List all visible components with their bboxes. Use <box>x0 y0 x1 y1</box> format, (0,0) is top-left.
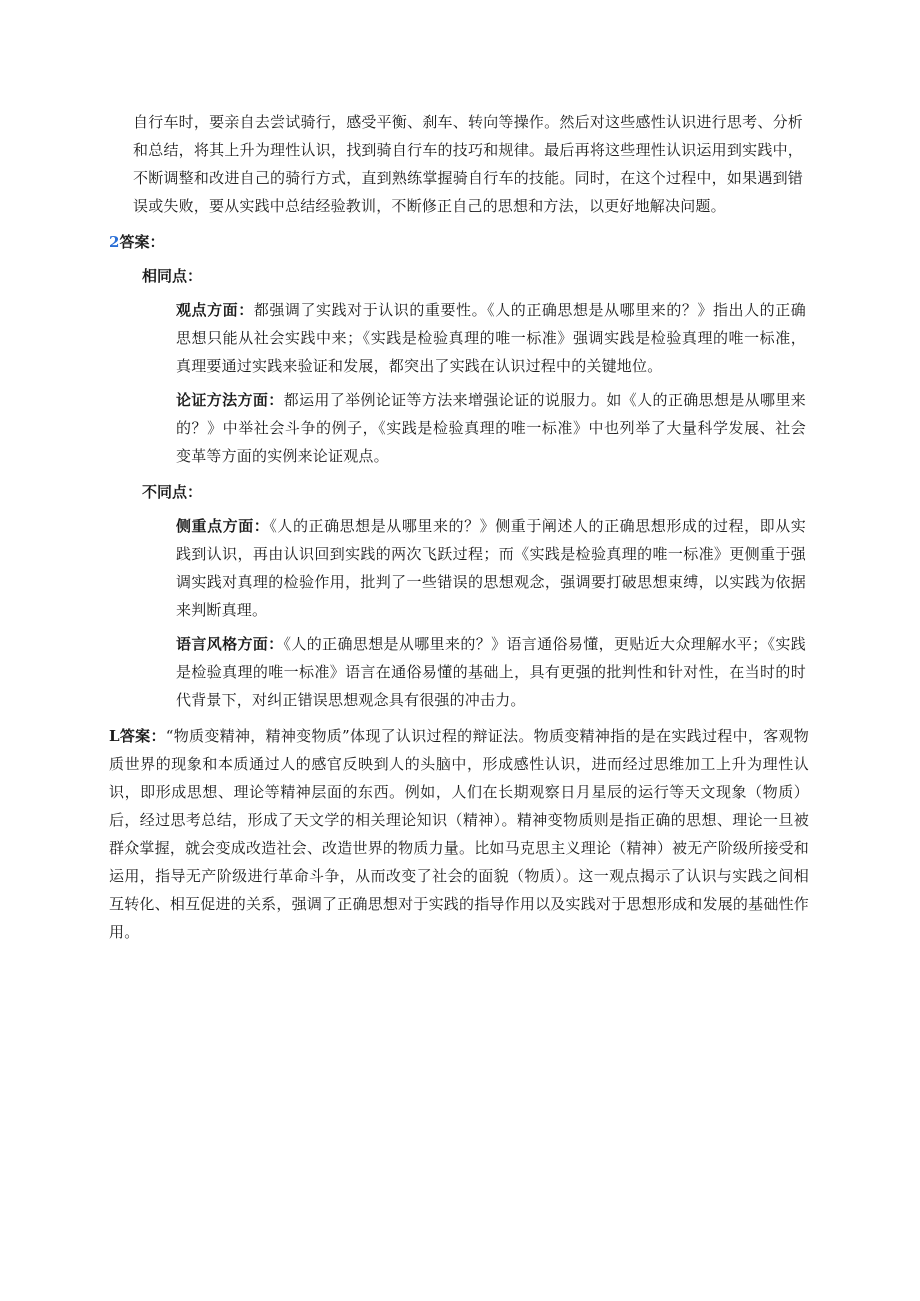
intro-text: 自行车时，要亲自去尝试骑行，感受平衡、刹车、转向等操作。然后对这些感性认识进行思考、分析和总结，将其上升为理性认识，找到骑自行车的技巧和规律。最后再将这些理性认识运用到实践中，不断调整和改进自己的骑行方式，直到熟练掌握骑自行车的技能。同时，在这个过程中，如果遇到错误或失败，要从实践中总结经验教训，不断修正自己的思想和方法，以更好地解决问题。 <box>133 113 803 215</box>
view-label: 观点方面： <box>176 301 254 319</box>
answer3-label: L答案： <box>109 727 166 745</box>
focus-paragraph <box>176 512 806 624</box>
view-paragraph <box>176 296 806 380</box>
answer2-number: 2 <box>109 233 120 251</box>
language-paragraph <box>176 630 806 714</box>
view-text: 都强调了实践对于认识的重要性。《人的正确思想是从哪里来的？》指出人的正确思想只能从社会实践中来；《实践是检验真理的唯一标准》强调实践是检验真理的唯一标准，真理要通过实践来验证和发展，都突出了实践在认识过程中的关键地位。 <box>176 301 806 375</box>
answer2-heading <box>109 228 164 256</box>
language-text: 《人的正确思想是从哪里来的？》语言通俗易懂，更贴近大众理解水平；《实践是检验真理的唯一标准》语言在通俗易懂的基础上，具有更强的批判性和针对性，在当时的时代背景下，对纠正错误思想观念具有很强的冲击力。 <box>176 635 806 709</box>
argument-label: 论证方法方面： <box>176 391 284 409</box>
answer2-label: 答案： <box>119 233 165 251</box>
argument-paragraph <box>176 386 806 470</box>
argument-text: 都运用了举例论证等方法来增强论证的说服力。如《人的正确思想是从哪里来的？》中举社会斗争的例子，《实践是检验真理的唯一标准》中也列举了大量科学发展、社会变革等方面的实例来论证观点。 <box>176 391 806 465</box>
answer3-text: “物质变精神，精神变物质”体现了认识过程的辩证法。物质变精神指的是在实践过程中，客观物质世界的现象和本质通过人的感官反映到人的头脑中，形成感性认识，进而经过思维加工上升为理性认识，即形成思想、理论等精神层面的东西。例如，人们在长期观察日月星辰的运行等天文现象（物质）后，经过思考总结，形成了天文学的相关理论知识（精神）。精神变物质则是指正确的思想、理论一旦被群众掌握，就会变成改造社会、改造世界的物质力量。比如马克思主义理论（精神）被无产阶级所接受和运用，指导无产阶级进行革命斗争，从而改变了社会的面貌（物质）。这一观点揭示了认识与实践之间相互转化、相互促进的关系，强调了正确思想对于实践的指导作用以及实践对于思想形成和发展的基础性作用。 <box>109 727 809 941</box>
focus-label: 侧重点方面： <box>176 517 270 535</box>
focus-text: 《人的正确思想是从哪里来的？》侧重于阐述人的正确思想形成的过程，即从实践到认识，再由认识回到实践的两次飞跃过程；而《实践是检验真理的唯一标准》更侧重于强调实践对真理的检验作用，批判了一些错误的思想观念，强调要打破思想束缚，以实践为依据来判断真理。 <box>176 517 806 619</box>
intro-paragraph <box>133 108 803 220</box>
language-label: 语言风格方面： <box>176 635 284 653</box>
same-points-heading: 相同点： <box>142 267 203 285</box>
answer3-paragraph <box>109 722 809 946</box>
different-points-heading: 不同点： <box>142 483 203 501</box>
